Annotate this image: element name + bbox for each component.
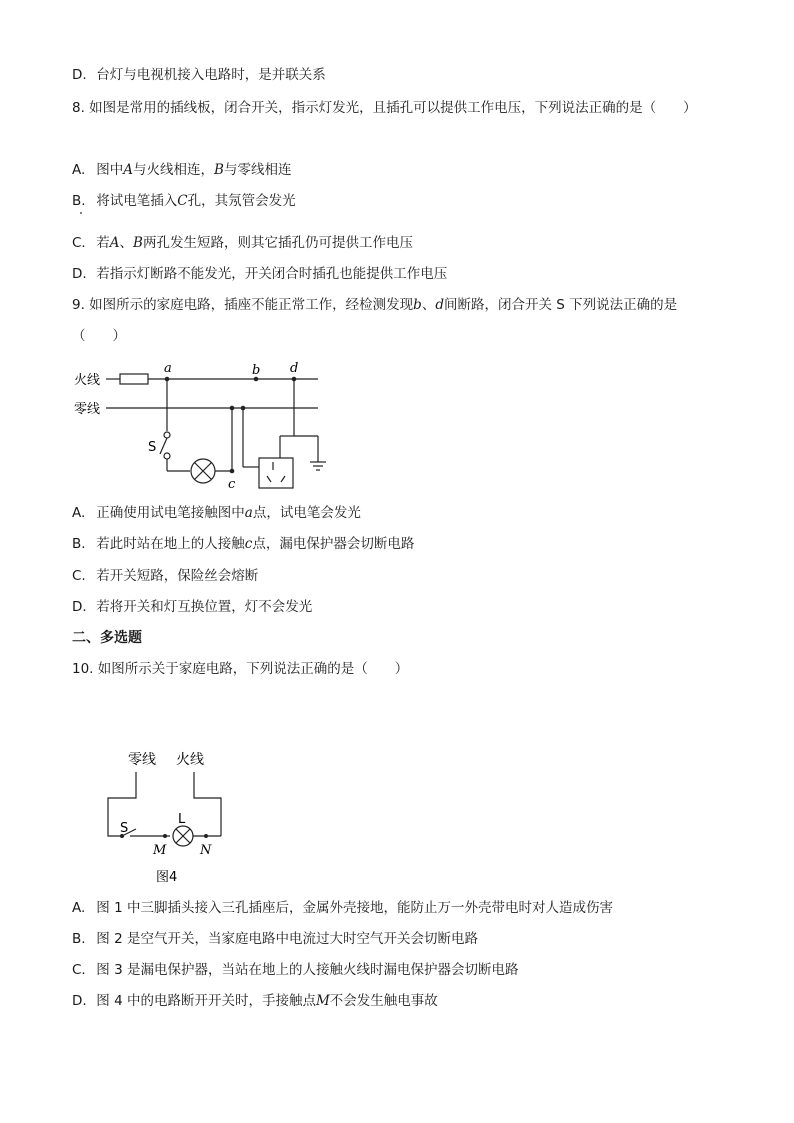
var-b: B (133, 235, 143, 251)
option-label: B. (72, 193, 86, 209)
option-label: C. (72, 568, 86, 584)
option-label: A. (72, 505, 86, 521)
option-text: 点，试电笔会发光 (252, 505, 361, 521)
option-text: 若此时站在地上的人接触 (96, 536, 245, 552)
option-text: 图 1 中三脚插头接入三孔插座后，金属外壳接地，能防止万一外壳带电时对人造成伤害 (96, 900, 613, 916)
q8-option-b (72, 192, 296, 210)
option-text: 不会发生触电事故 (329, 993, 438, 1009)
socket (259, 458, 293, 488)
q10-option-d (72, 992, 438, 1010)
live-wire (194, 772, 221, 836)
stem-text: 、 (421, 297, 436, 313)
var-c: C (177, 193, 188, 209)
option-text: 两孔发生短路，则其它插孔仍可提供工作电压 (142, 235, 413, 251)
stem-text: 9. 如图所示的家庭电路，插座不能正常工作，经检测发现 (72, 297, 414, 313)
label-live: 火线 (74, 373, 101, 388)
q9-option-c (72, 567, 258, 585)
option-text: 图 2 是空气开关，当家庭电路中电流过大时空气开关会切断电路 (96, 931, 478, 947)
option-label: C. (72, 235, 86, 251)
q10-stem: 10. 如图所示关于家庭电路，下列说法正确的是（ ） (72, 661, 409, 677)
stem-text: 间断路，闭合开关 S 下列说法正确的是 (443, 297, 678, 313)
q10-option-a (72, 899, 613, 917)
label-neutral: 零线 (74, 402, 101, 417)
q9-stem (72, 296, 677, 314)
option-text: 正确使用试电笔接触图中 (96, 505, 245, 521)
var-b: B (214, 162, 224, 178)
label-s: S (148, 440, 157, 455)
label-l: L (178, 812, 186, 827)
var-d: d (435, 297, 444, 313)
label-d: d (290, 361, 299, 376)
option-label: B. (72, 536, 86, 552)
option-text: 图 4 中的电路断开开关时，手接触点 (96, 993, 316, 1009)
q9-option-a (72, 504, 361, 522)
option-label: C. (72, 962, 86, 978)
fuse (120, 374, 148, 384)
q10-circuit-diagram (100, 746, 240, 888)
option-text: 台灯与电视机接入电路时，是并联关系 (96, 67, 326, 83)
q8-option-d (72, 265, 447, 283)
var-a: a (244, 505, 253, 521)
label-m: M (153, 843, 167, 858)
q10-option-c (72, 961, 518, 979)
option-text: 孔，其氖管会发光 (187, 193, 296, 209)
option-text: 若开关短路，保险丝会熔断 (96, 568, 259, 584)
q9-stem-paren: （ ） (72, 328, 126, 344)
q8-option-a (72, 161, 291, 179)
option-label: D. (72, 599, 87, 615)
stray-dot (80, 212, 82, 214)
option-label: B. (72, 931, 86, 947)
label-n: N (200, 843, 212, 858)
option-text: 若指示灯断路不能发光，开关闭合时插孔也能提供工作电压 (96, 266, 448, 282)
option-text: 图中 (96, 162, 124, 178)
q9-circuit-diagram (70, 358, 340, 492)
option-label: D. (72, 67, 87, 83)
option-text: 若将开关和灯互换位置，灯不会发光 (96, 599, 313, 615)
option-text: 图 3 是漏电保护器，当站在地上的人接触火线时漏电保护器会切断电路 (96, 962, 519, 978)
option-text: 与零线相连 (223, 162, 292, 178)
option-label: A. (72, 900, 86, 916)
label-c: c (228, 477, 236, 492)
option-label: D. (72, 266, 87, 282)
label-neutral: 零线 (128, 752, 156, 768)
var-b: b (413, 297, 422, 313)
var-a: A (109, 235, 120, 251)
q9-option-b (72, 535, 414, 553)
option-label: D. (72, 993, 87, 1009)
option-text: 、 (119, 235, 134, 251)
q8-stem: 8. 如图是常用的插线板，闭合开关，指示灯发光，且插孔可以提供工作电压，下列说法正确的是（ ） (72, 100, 697, 116)
option-text: 若 (96, 235, 110, 251)
section-title: 二、多选题 (72, 630, 142, 646)
label-a: a (164, 361, 172, 376)
q7-option-d (72, 66, 326, 84)
switch-s (160, 438, 167, 454)
var-m: M (315, 993, 330, 1009)
var-a: A (123, 162, 134, 178)
option-text: 点，漏电保护器会切断电路 (252, 536, 415, 552)
q10-option-b (72, 930, 478, 948)
figure-caption: 图4 (156, 870, 178, 885)
option-text: 与火线相连， (133, 162, 215, 178)
var-c: c (244, 536, 253, 552)
label-b: b (252, 363, 261, 378)
q8-option-c (72, 234, 413, 252)
label-live: 火线 (176, 752, 204, 768)
option-label: A. (72, 162, 86, 178)
option-text: 将试电笔插入 (96, 193, 178, 209)
label-s: S (120, 821, 129, 836)
q9-option-d (72, 598, 312, 616)
